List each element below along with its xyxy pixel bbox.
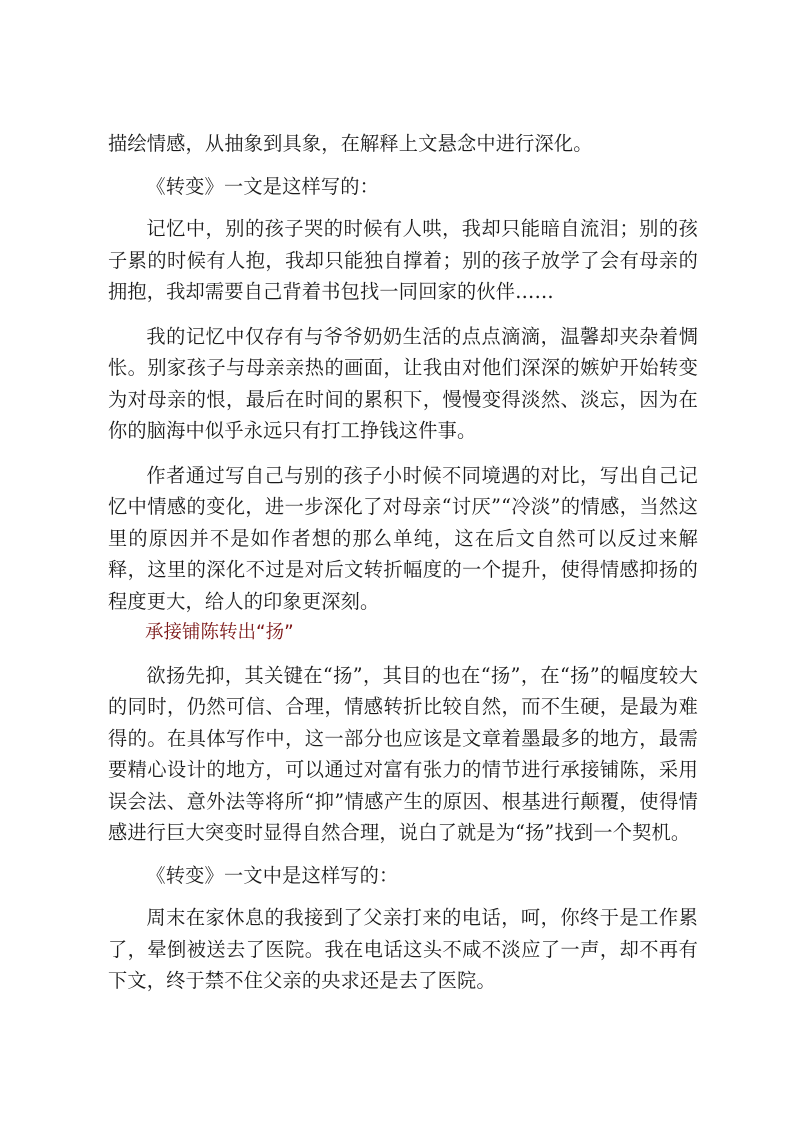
paragraph-quote-intro-1: 《转变》一文是这样写的： [146, 174, 380, 198]
paragraph-intro-continuation: 描绘情感，从抽象到具象，在解释上文悬念中进行深化。 [108, 132, 593, 155]
paragraph-quote-intro-2: 《转变》一文中是这样写的： [146, 863, 399, 887]
paragraph-quoted-excerpt-1: 记忆中，别的孩子哭的时候有人哄，我却只能暗自流泪；别的孩子累的时候有人抱，我却只能独自撑着；别的孩子放学了会有母亲的拥抱，我却需要自己背着书包找一同回家的伙伴…… [108, 217, 698, 303]
document-body [108, 128, 698, 997]
paragraph-quoted-excerpt-2: 我的记忆中仅存有与爷爷奶奶生活的点点滴滴，温馨却夹杂着惆怅。别家孩子与母亲亲热的画面，让我由对他们深深的嫉妒开始转变为对母亲的恨，最后在时间的累积下，慢慢变得淡然、淡忘，因为在你的脑海中似乎永远只有打工挣钱这件事。 [108, 324, 698, 442]
section-heading: 承接铺陈转出“扬” [145, 622, 294, 643]
paragraph-quoted-excerpt-3: 周末在家休息的我接到了父亲打来的电话，呵，你终于是工作累了，晕倒被送去了医院。我在电话这头不咸不淡应了一声，却不再有下文，终于禁不住父亲的央求还是去了医院。 [108, 906, 698, 992]
paragraph-analysis-2: 欲扬先抑，其关键在“扬”，其目的也在“扬”，在“扬”的幅度较大的同时，仍然可信、合理，情感转折比较自然，而不生硬，是最为难得的。在具体写作中，这一部分也应该是文章着墨最多的地方，最需要精心设计的地方，可以通过对富有张力的情节进行承接铺陈，采用误会法、意外法等将所“抑”情感产生的原因、根基进行颠覆，使得情感进行巨大突变时显得自然合理，说白了就是为“扬”找到一个契机。 [108, 663, 698, 844]
paragraph-analysis-1: 作者通过写自己与别的孩子小时候不同境遇的对比，写出自己记忆中情感的变化，进一步深化了对母亲“讨厌”“冷淡”的情感，当然这里的原因并不是如作者想的那么单纯，这在后文自然可以反过来解释，这里的深化不过是对后文转折幅度的一个提升，使得情感抑扬的程度更大，给人的印象更深刻。 [108, 463, 698, 613]
